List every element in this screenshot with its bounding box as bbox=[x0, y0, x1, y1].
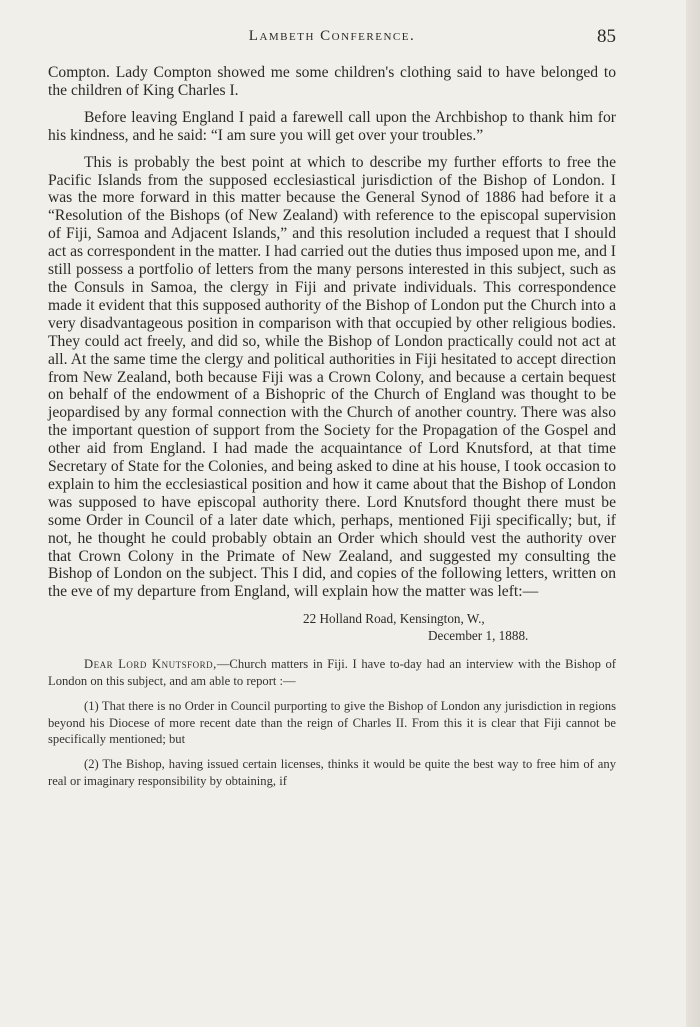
paragraph-1: Compton. Lady Compton showed me some children's clothing said to have belonged to the children of King Charles I. bbox=[48, 64, 616, 99]
letter-body bbox=[48, 656, 616, 789]
letter-opening-text: —Church matters in Fiji. I have to-day had an interview with the Bishop of London on this subject, and am able to report :— bbox=[48, 657, 617, 688]
page-header bbox=[48, 28, 616, 52]
letter-date: December 1, 1888. bbox=[428, 628, 529, 644]
letter-address-block bbox=[48, 610, 616, 644]
page-number: 85 bbox=[597, 26, 616, 47]
letter-point-2: (2) The Bishop, having issued certain licenses, thinks it would be quite the best way to free him of any real or imaginary responsibility by obtaining, if bbox=[48, 757, 616, 788]
page-edge-shadow bbox=[686, 0, 700, 1027]
letter-address: 22 Holland Road, Kensington, W., bbox=[303, 611, 485, 627]
letter-opening bbox=[48, 656, 616, 689]
letter-point-1: (1) That there is no Order in Council purporting to give the Bishop of London any jurisdiction in regions beyond his Diocese of more recent date than the reign of Charles II. From this it is clear that Fiji cannot be specifically mentioned; but bbox=[48, 699, 616, 746]
paragraph-2: Before leaving England I paid a farewell call upon the Archbishop to thank him for his kindness, and he said: “I am sure you will get over your troubles.” bbox=[48, 108, 616, 144]
main-text bbox=[48, 64, 616, 798]
running-head: Lambeth Conference. bbox=[248, 28, 416, 44]
letter-salutation: Dear Lord Knutsford, bbox=[84, 657, 217, 672]
paragraph-3: This is probably the best point at which to describe my further efforts to free the Pacific Islands from the supposed ecclesiastical jurisdiction of the Bishop of London. I was the more forward in this matter because the General Synod of 1886 had before it a “Resolution of the Bishops (of New Zealand) with reference to the episcopal supervision of Fiji, Samoa and Adjacent Islands,” and this resolution included a request that I should act as correspondent in the matter. I had carried out the duties thus imposed upon me, and I still possess a portfolio of letters from the many persons interested in this subject, such as the Consuls in Samoa, the clergy in Fiji and private individuals. This correspondence made it evident that this supposed authority of the Bishop of London put the Church into a very disadvantageous position in comparison with that occupied by other religious bodies. They could act freely, and did so, while the Bishop of London practically could not act at all. At the same time the clergy and political authorities in Fiji hesitated to accept direction from New Zealand, both because Fiji was a Crown Colony, and because a certain bequest on behalf of the endowment of a Bishopric of the Church of England was thought to be jeopardised by any formal connection with the Church of another country. There was also the important question of support from the Society for the Propagation of the Gospel and other aid from England. I had made the acquaintance of Lord Knutsford, at that time Secretary of State for the Colonies, and being asked to dine at his house, I took occasion to explain to him the ecclesiastical position and how it came about that the Bishop of London was supposed to have episcopal authority there. Lord Knutsford thought there must be some Order in Council of a later date which, perhaps, mentioned Fiji specifically; but, if not, he thought he could probably obtain an Order which should vest the authority over that Crown Colony in the Primate of New Zealand, and suggested my consulting the Bishop of London on the subject. This I did, and copies of the following letters, written on the eve of my departure from England, will explain how the matter was left:— bbox=[48, 153, 616, 601]
